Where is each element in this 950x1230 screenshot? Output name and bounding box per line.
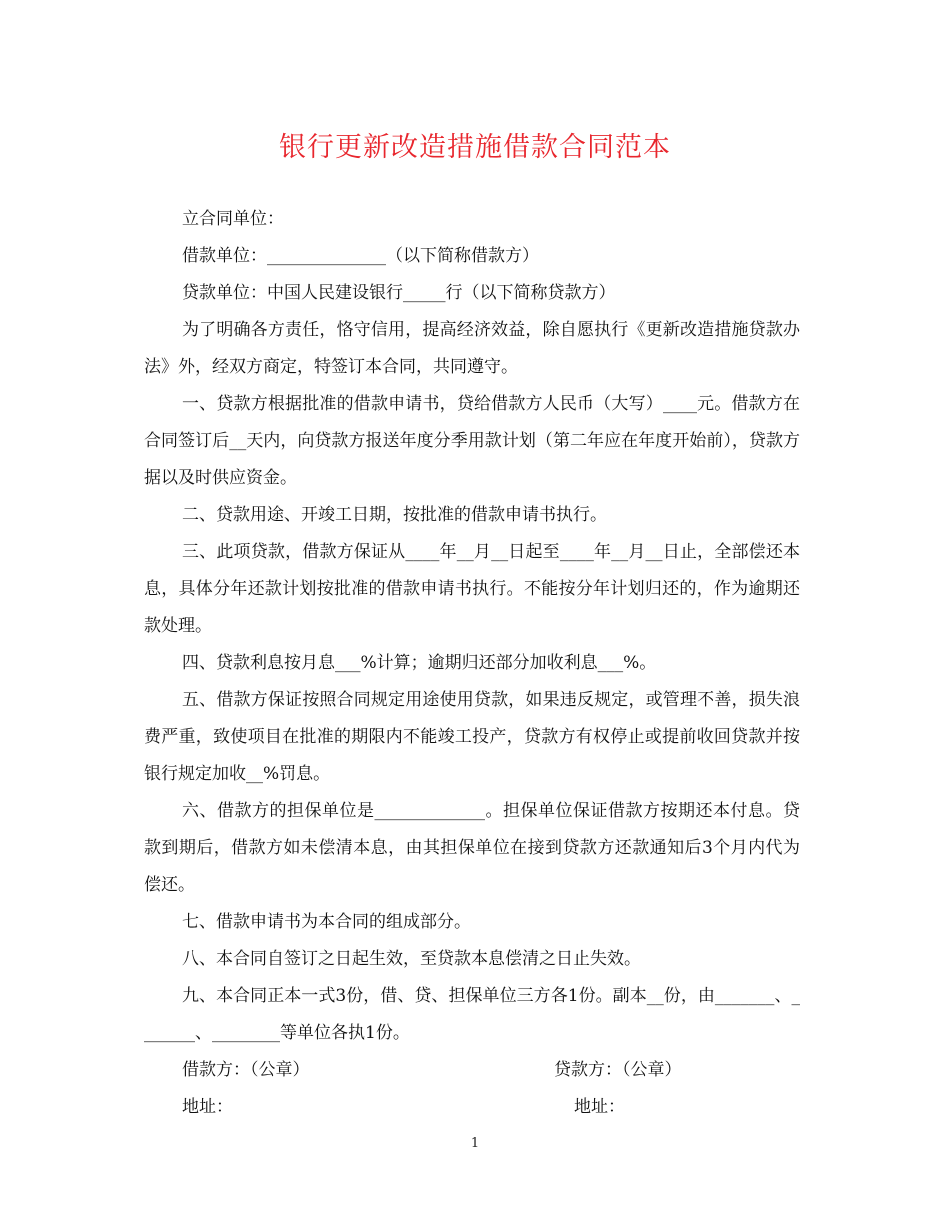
paragraph-borrower-unit: 借款单位：______________（以下简称借款方）	[182, 246, 539, 266]
paragraph-clause-7: 七、借款申请书为本合同的组成部分。	[182, 912, 471, 932]
paragraph-clause-4: 四、贷款利息按月息___%计算；逾期归还部分加收利息___%。	[182, 653, 657, 673]
paragraph-clause-8: 八、本合同自签订之日起生效，至贷款本息偿清之日止失效。	[182, 949, 641, 969]
paragraph-clause-6: 六、借款方的担保单位是_____________。担保单位保证借款方按期还本付息。贷款到期后，借款方如未偿清本息，由其担保单位在接到贷款方还款通知后3个月内代为偿还。	[144, 801, 800, 895]
signature-row	[144, 1052, 800, 1089]
document-title: 银行更新改造措施借款合同范本	[279, 132, 671, 163]
lender-seal: 贷款方：（公章）	[554, 1060, 682, 1080]
paragraph-clause-5: 五、借款方保证按照合同规定用途使用贷款，如果违反规定，或管理不善，损失浪费严重，致使项目在批准的期限内不能竣工投产，贷款方有权停止或提前收回贷款并按银行规定加收__%罚息。	[144, 690, 800, 784]
paragraph-lender-unit: 贷款单位：中国人民建设银行_____行（以下简称贷款方）	[182, 283, 616, 303]
document-body	[144, 201, 800, 1126]
paragraph-clause-2: 二、贷款用途、开竣工日期，按批准的借款申请书执行。	[182, 505, 607, 525]
borrower-seal: 借款方：（公章）	[182, 1060, 310, 1080]
paragraph-parties-heading: 立合同单位：	[182, 209, 284, 229]
paragraph-clause-9: 九、本合同正本一式3份，借、贷、担保单位三方各1份。副本__份，由_______、_______、________等单位各执1份。	[144, 986, 800, 1043]
address-row	[144, 1089, 800, 1126]
page-number: 1	[470, 1136, 480, 1151]
lender-address: 地址：	[574, 1097, 625, 1117]
paragraph-preamble: 为了明确各方责任，恪守信用，提高经济效益，除自愿执行《更新改造措施贷款办法》外，经双方商定，特签订本合同，共同遵守。	[144, 320, 800, 377]
paragraph-clause-3: 三、此项贷款，借款方保证从____年__月__日起至____年__月__日止，全部偿还本息，具体分年还款计划按批准的借款申请书执行。不能按分年计划归还的，作为逾期还款处理。	[144, 542, 800, 636]
paragraph-clause-1: 一、贷款方根据批准的借款申请书，贷给借款方人民币（大写）____元。借款方在合同签订后__天内，向贷款方报送年度分季用款计划（第二年应在年度开始前），贷款方据以及时供应资金。	[144, 394, 800, 488]
borrower-address: 地址：	[182, 1097, 233, 1117]
